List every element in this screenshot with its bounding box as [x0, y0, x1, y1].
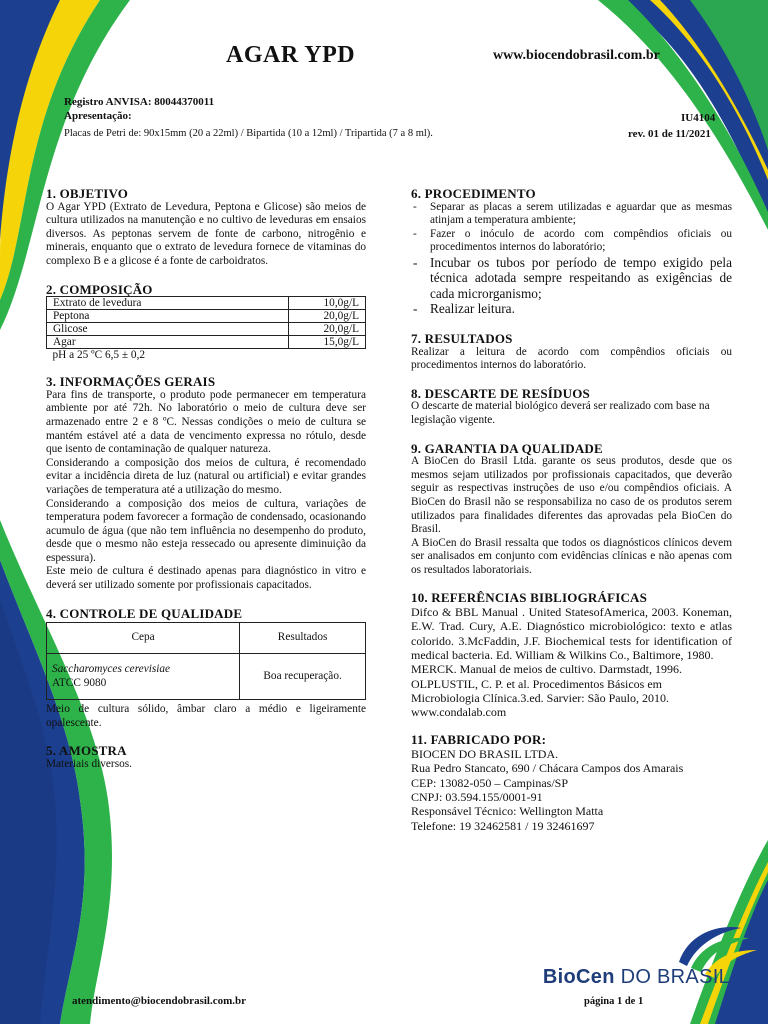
resultados-text: Realizar a leitura de acordo com compêndios oficiais ou procedimentos internos do laboratório.	[411, 345, 732, 372]
left-column	[46, 187, 366, 772]
section-composicao-heading: 2. COMPOSIÇÃO	[46, 281, 153, 297]
anvisa-registration: Registro ANVISA: 80044370011	[64, 96, 215, 108]
section-informacoes-heading: 3. INFORMAÇÕES GERAIS	[46, 374, 216, 390]
website-link[interactable]: www.biocendobrasil.com.br	[493, 48, 660, 63]
composition-value: 20,0g/L	[289, 310, 366, 323]
composition-item: Extrato de levedura	[47, 297, 289, 310]
manufacturer-name: BIOCEN DO BRASIL LTDA.	[411, 747, 559, 762]
composition-table	[46, 296, 366, 361]
section-controle-heading: 4. CONTROLE DE QUALIDADE	[46, 605, 243, 621]
document-code: IU4104	[681, 112, 716, 124]
organism-cell	[47, 654, 240, 700]
contact-email[interactable]: atendimento@biocendobrasil.com.br	[72, 995, 247, 1007]
ph-value: pH a 25 ºC 6,5 ± 0,2	[52, 349, 146, 362]
apresentacao-text: Placas de Petri de: 90x15mm (20 a 22ml) / Bipartida (10 a 12ml) / Tripartida (7 a 8 ml).	[64, 128, 433, 139]
composition-value: 10,0g/L	[289, 297, 366, 310]
organism-name: Saccharomyces cerevisiae	[52, 663, 171, 676]
biocen-logo	[542, 928, 730, 988]
composition-item: Agar	[47, 336, 289, 349]
column-header-resultados: Resultados	[240, 623, 366, 654]
logo-bio-text: BioCen	[542, 966, 615, 988]
list-item: - Incubar os tubos por período de tempo exigido pela técnica adotada sempre respeitando as exigências de cada microrganismo;	[411, 255, 732, 302]
table-row	[47, 623, 366, 654]
manufacturer-address: Rua Pedro Stancato, 690 / Chácara Campos dos Amarais	[411, 761, 684, 776]
section-procedimento-heading: 6. PROCEDIMENTO	[411, 186, 536, 201]
referencias-paragraph: Difco & BBL Manual . United StatesofAmerica, 2003. Koneman, E.W. Trad. Cury, A.E. Diagnóstico microbiológico: texto e atlas colorido. 3.McFaddin, J.F. Biochemical tests for identification of medical bacteria. Ed. William & Wilkins Co., Baltimore, 1980.	[411, 605, 732, 662]
composition-item: Glicose	[47, 323, 289, 336]
section-descarte-heading: 8. DESCARTE DE RESÍDUOS	[411, 385, 590, 401]
informacoes-paragraph: Este meio de cultura é destinado apenas para diagnóstico in vitro e deverá ser utilizado somente por profissionais capacitados.	[46, 565, 366, 592]
composition-value: 15,0g/L	[289, 336, 366, 349]
logo-rest-text: DO BRASIL	[614, 966, 730, 988]
section-referencias-heading: 10. REFERÊNCIAS BIBLIOGRÁFICAS	[411, 590, 648, 606]
referencias-paragraph: MERCK. Manual de meios de cultivo. Darmstadt, 1996. OLPLUSTIL, C. P. et al. Procedimentos Básicos em Microbiologia Clínica.3.ed. Sarvier: São Paulo, 2010. www.condalab.com	[411, 662, 682, 720]
objetivo-text: O Agar YPD (Extrato de Levedura, Peptona e Glicose) são meios de cultura utilizados na manutenção e no cultivo de leveduras em ensaios diversos. As peptonas servem de fonte de carbono, nitrogênio e minerais, enquanto que o extrato de levedura fornece de vitaminas do complexo B e a glicose é a fonte de carboidratos.	[46, 200, 366, 267]
controle-note: Meio de cultura sólido, âmbar claro a médio e ligeiramente opalescente.	[46, 703, 366, 729]
table-row	[47, 297, 366, 310]
column-header-cepa: Cepa	[47, 623, 240, 654]
table-row	[47, 349, 366, 362]
list-item: - Fazer o inóculo de acordo com compêndios oficiais ou procedimentos internos do laboratório;	[411, 228, 732, 255]
procedure-list	[411, 201, 732, 317]
informacoes-paragraph: Considerando a composição dos meios de cultura, é recomendado evitar a incidência direta de luz (natural ou artificial) e evitar grandes variações de temperatura até a utilização do mesmo.	[46, 456, 366, 496]
atcc-code: ATCC 9080	[52, 676, 107, 689]
revision-info: rev. 01 de 11/2021	[628, 128, 711, 140]
manufacturer-cep: CEP: 13082-050 – Campinas/SP	[411, 775, 569, 790]
right-column	[411, 187, 732, 833]
section-resultados-heading: 7. RESULTADOS	[411, 330, 513, 346]
document-title: AGAR YPD	[226, 42, 356, 68]
table-row	[47, 310, 366, 323]
composition-value: 20,0g/L	[289, 323, 366, 336]
table-row	[47, 323, 366, 336]
table-row	[47, 336, 366, 349]
garantia-paragraph: A BioCen do Brasil Ltda. garante os seus produtos, desde que os mesmos sejam utilizados por profissionais capacitados, que deverão seguir as respectivas instruções de uso e/ou compêndios oficiais. A BioCen do Brasil não se responsabiliza no caso de os produtos serem utilizados para finalidades diferentes das aprovadas pela BioCen do Brasil.	[411, 455, 732, 536]
garantia-paragraph: A BioCen do Brasil ressalta que todos os diagnósticos clínicos devem ser analisados em conjunto com evidências clínicas e não apenas com os resultados laboratoriais.	[411, 536, 732, 576]
amostra-text: Materiais diversos.	[46, 758, 132, 771]
informacoes-paragraph: Para fins de transporte, o produto pode permanecer em temperatura ambiente por até 72h. No laboratório o meio de cultura deve ser armazenado entre 2 e 8 ºC. Nessas condições o meio de cultura se mantém estável até a data de vencimento expressa no rótulo, desde que isento de contaminação de qualquer natureza.	[46, 388, 366, 456]
page-number: página 1 de 1	[584, 996, 644, 1007]
table-row	[47, 654, 366, 700]
section-fabricado-heading: 11. FABRICADO POR:	[411, 732, 547, 748]
result-cell: Boa recuperação.	[240, 654, 366, 700]
list-item: - Separar as placas a serem utilizadas e aguardar que as mesmas atinjam a temperatura ambiente;	[411, 201, 732, 228]
descarte-text: O descarte de material biológico deverá ser realizado com base na legislação vigente.	[411, 400, 710, 426]
informacoes-paragraph: Considerando a composição dos meios de cultura, variações de temperatura podem favorecer a formação de condensado, ocasionando acumulo de água (que não tem influência no desempenho do produto, desde que o mesmo não esteja ressecado ou apresente diminuição da espessura).	[46, 497, 366, 564]
manufacturer-info	[411, 747, 732, 833]
manufacturer-cnpj: CNPJ: 03.594.155/0001-91	[411, 789, 543, 804]
composition-item: Peptona	[47, 310, 289, 323]
section-amostra-heading: 5. AMOSTRA	[46, 743, 127, 759]
list-item: - Realizar leitura.	[411, 301, 732, 317]
section-objetivo-heading: 1. OBJETIVO	[46, 186, 129, 201]
manufacturer-phone: Telefone: 19 32462581 / 19 32461697	[411, 818, 595, 833]
section-garantia-heading: 9. GARANTIA DA QUALIDADE	[411, 440, 603, 456]
apresentacao-label: Apresentação:	[64, 110, 132, 122]
quality-control-table	[46, 622, 366, 700]
manufacturer-technician: Responsável Técnico: Wellington Matta	[411, 804, 604, 819]
